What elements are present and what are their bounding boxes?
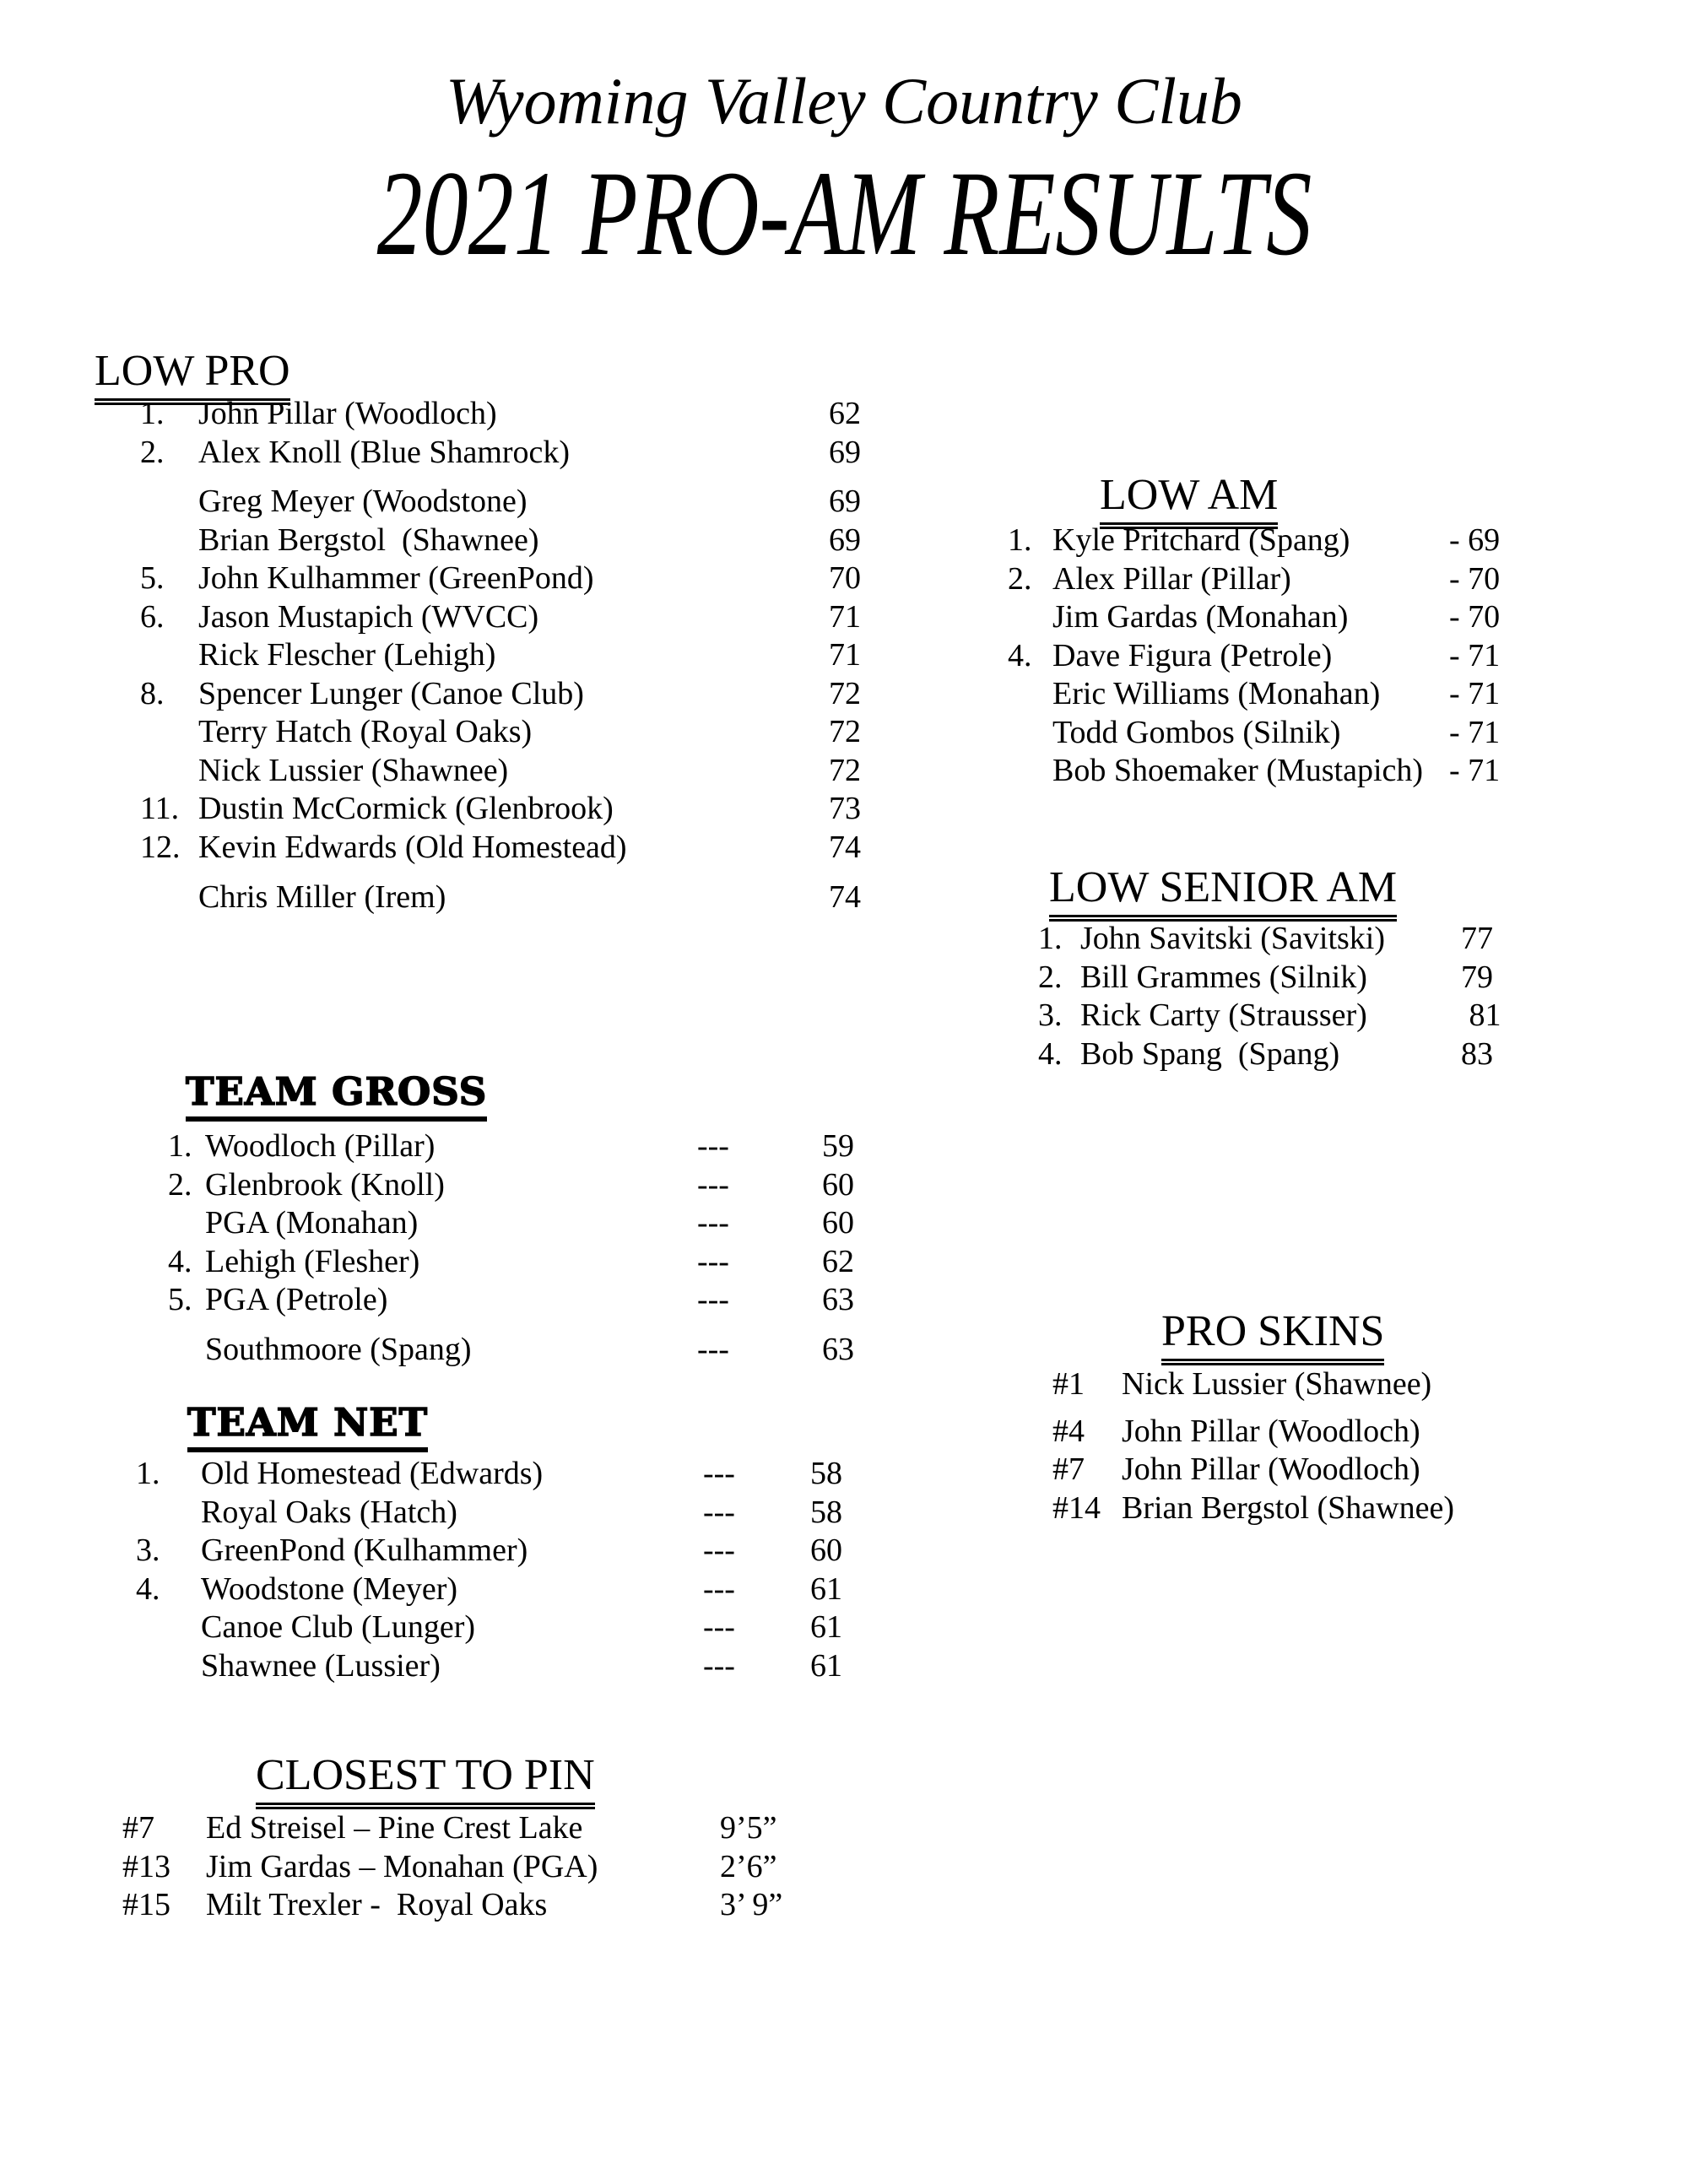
score-value: 69: [829, 522, 861, 558]
result-row: [1038, 997, 1511, 1035]
score-value: 73: [829, 791, 861, 826]
player-name: Chris Miller (Irem): [198, 879, 446, 915]
rank-number: 4.: [136, 1570, 160, 1607]
hole-number: #13: [122, 1848, 170, 1884]
score-value: 59: [822, 1128, 854, 1164]
score-value: 58: [810, 1456, 842, 1491]
hole-number: #1: [1052, 1366, 1085, 1402]
rank-number: [140, 636, 198, 675]
closest-to-pin-row: [122, 1809, 806, 1848]
rank-number: 2.: [1038, 959, 1063, 995]
team-result-row: [168, 1243, 854, 1282]
closest-to-pin-heading: CLOSEST TO PIN: [256, 1750, 595, 1809]
rank-number: 3.: [1038, 997, 1063, 1033]
rank-number: 2.: [140, 434, 165, 470]
player-name: Rick Carty (Strausser): [1080, 997, 1367, 1033]
separator-dashes: ---: [703, 1533, 735, 1568]
score-value: 63: [822, 1282, 854, 1317]
rank-number: [140, 483, 198, 522]
score-value: - 70: [1449, 560, 1501, 597]
event-title: 2021 PRO-AM RESULTS: [376, 147, 1312, 281]
score-value: 79: [1461, 959, 1493, 995]
team-gross-heading: TEAM GROSS: [186, 1068, 487, 1122]
team-name: Woodstone (Meyer): [201, 1570, 458, 1607]
player-name: Dustin McCormick (Glenbrook): [198, 791, 614, 826]
score-value: 71: [829, 637, 861, 673]
low-pro-heading: LOW PRO: [95, 346, 290, 405]
player-name: Bill Grammes (Silnik): [1080, 959, 1367, 995]
result-row: [1008, 598, 1514, 637]
team-result-row: [136, 1608, 842, 1647]
team-net-list: [136, 1455, 842, 1685]
result-row: [1008, 637, 1514, 676]
rank-number: 1.: [1038, 921, 1063, 956]
score-value: 72: [829, 714, 861, 749]
result-row: [140, 560, 861, 598]
rank-number: [136, 1647, 201, 1686]
player-name: John Pillar (Woodloch): [198, 396, 497, 431]
player-name: Eric Williams (Monahan): [1052, 676, 1381, 711]
score-value: 71: [829, 598, 861, 635]
score-value: - 71: [1449, 714, 1501, 750]
player-name: Alex Knoll (Blue Shamrock): [198, 434, 571, 470]
rank-number: [1008, 598, 1052, 637]
rank-number: 4.: [1038, 1035, 1063, 1072]
skin-row: [1052, 1365, 1576, 1404]
rank-number: [1008, 752, 1052, 791]
score-value: 62: [822, 1243, 854, 1279]
player-name: Bob Spang (Spang): [1080, 1035, 1340, 1072]
score-value: 60: [822, 1205, 854, 1241]
team-name: PGA (Monahan): [205, 1205, 419, 1241]
rank-number: 5.: [168, 1282, 192, 1317]
score-value: 69: [829, 484, 861, 519]
player-name: Bob Shoemaker (Mustapich): [1052, 753, 1424, 788]
result-row: [140, 636, 861, 675]
team-name: Old Homestead (Edwards): [201, 1456, 544, 1491]
rank-number: 6.: [140, 598, 165, 635]
team-result-row: [168, 1331, 854, 1370]
separator-dashes: ---: [697, 1128, 729, 1164]
separator-dashes: ---: [703, 1494, 735, 1530]
low-am-heading: LOW AM: [1100, 470, 1278, 529]
result-row: [140, 675, 861, 714]
team-name: Royal Oaks (Hatch): [201, 1494, 457, 1530]
rank-number: 12.: [140, 829, 181, 865]
closest-to-pin-row: [122, 1848, 806, 1887]
team-name: Shawnee (Lussier): [201, 1647, 441, 1684]
team-name: Lehigh (Flesher): [205, 1243, 420, 1279]
pro-skins-heading: PRO SKINS: [1161, 1306, 1384, 1365]
team-name: Woodloch (Pillar): [205, 1128, 436, 1164]
result-row: [1008, 675, 1514, 714]
team-gross-list: [168, 1127, 854, 1369]
player-name: John Pillar (Woodloch): [1122, 1451, 1420, 1487]
pro-skins-list: [1052, 1365, 1576, 1527]
player-name: Greg Meyer (Woodstone): [198, 484, 528, 519]
team-name: Southmoore (Spang): [205, 1331, 472, 1367]
separator-dashes: ---: [697, 1205, 729, 1241]
rank-number: 2.: [1008, 560, 1032, 597]
low-senior-am-heading: LOW SENIOR AM: [1049, 862, 1397, 922]
score-value: 61: [810, 1570, 842, 1607]
player-name: Nick Lussier (Shawnee): [198, 752, 509, 788]
rank-number: 4.: [1008, 637, 1032, 673]
separator-dashes: ---: [697, 1282, 729, 1317]
team-net-heading: TEAM NET: [187, 1399, 428, 1452]
team-result-row: [168, 1204, 854, 1243]
hole-number: #7: [1052, 1451, 1085, 1487]
hole-number: #4: [1052, 1413, 1085, 1449]
skin-row: [1052, 1451, 1576, 1489]
score-value: 70: [829, 560, 861, 596]
rank-number: [1008, 675, 1052, 714]
score-value: 69: [829, 434, 861, 470]
player-name: Jim Gardas – Monahan (PGA): [206, 1848, 598, 1884]
rank-number: 8.: [140, 675, 165, 711]
score-value: 61: [810, 1609, 842, 1645]
team-name: PGA (Petrole): [205, 1282, 388, 1317]
result-row: [1038, 1035, 1511, 1074]
separator-dashes: ---: [697, 1166, 729, 1203]
score-value: 77: [1461, 921, 1493, 956]
rank-number: [140, 522, 198, 560]
skin-row: [1052, 1489, 1576, 1528]
result-row: [140, 878, 861, 917]
low-pro-list: [140, 395, 861, 917]
score-value: 74: [829, 829, 861, 865]
hole-number: #14: [1052, 1489, 1101, 1526]
result-row: [140, 395, 861, 434]
player-name: John Pillar (Woodloch): [1122, 1413, 1420, 1449]
rank-number: 1.: [168, 1128, 192, 1164]
result-row: [140, 713, 861, 752]
player-name: Alex Pillar (Pillar): [1052, 560, 1291, 597]
team-result-row: [136, 1494, 842, 1533]
team-name: Canoe Club (Lunger): [201, 1609, 476, 1645]
rank-number: 3.: [136, 1533, 160, 1568]
rank-number: 11.: [140, 791, 180, 826]
distance-value: 9’5”: [720, 1810, 777, 1846]
result-row: [140, 752, 861, 791]
team-result-row: [136, 1647, 842, 1686]
team-name: GreenPond (Kulhammer): [201, 1533, 528, 1568]
rank-number: 5.: [140, 560, 165, 596]
player-name: John Savitski (Savitski): [1080, 921, 1386, 956]
distance-value: 2’6”: [720, 1848, 777, 1884]
player-name: Nick Lussier (Shawnee): [1122, 1366, 1432, 1402]
player-name: Dave Figura (Petrole): [1052, 637, 1333, 673]
player-name: Terry Hatch (Royal Oaks): [198, 714, 533, 749]
team-result-row: [136, 1455, 842, 1494]
player-name: Rick Flescher (Lehigh): [198, 637, 496, 673]
score-value: 74: [829, 879, 861, 915]
separator-dashes: ---: [703, 1570, 735, 1607]
result-row: [140, 598, 861, 637]
low-senior-am-list: [1038, 920, 1511, 1073]
result-row: [140, 790, 861, 829]
score-value: 83: [1461, 1035, 1493, 1072]
result-row: [1008, 522, 1514, 560]
team-result-row: [136, 1570, 842, 1609]
player-name: Milt Trexler - Royal Oaks: [206, 1887, 548, 1922]
skin-row: [1052, 1413, 1576, 1451]
low-am-list: [1008, 522, 1514, 791]
score-value: - 71: [1449, 753, 1501, 788]
result-row: [140, 483, 861, 522]
rank-number: [140, 878, 198, 917]
rank-number: 1.: [140, 396, 165, 431]
score-value: 72: [829, 752, 861, 788]
score-value: 81: [1461, 997, 1501, 1033]
separator-dashes: ---: [703, 1456, 735, 1491]
score-value: - 71: [1449, 676, 1501, 711]
rank-number: 1.: [136, 1456, 160, 1491]
team-result-row: [168, 1166, 854, 1205]
player-name: Ed Streisel – Pine Crest Lake: [206, 1810, 583, 1846]
player-name: Brian Bergstol (Shawnee): [1122, 1489, 1454, 1526]
rank-number: [168, 1331, 205, 1370]
result-row: [1038, 959, 1511, 997]
player-name: Spencer Lunger (Canoe Club): [198, 675, 584, 711]
rank-number: [140, 713, 198, 752]
result-row: [140, 434, 861, 473]
separator-dashes: ---: [697, 1331, 729, 1367]
rank-number: 1.: [1008, 522, 1032, 558]
team-result-row: [136, 1532, 842, 1570]
player-name: Todd Gombos (Silnik): [1052, 714, 1341, 750]
player-name: Jim Gardas (Monahan): [1052, 599, 1349, 635]
player-name: Kevin Edwards (Old Homestead): [198, 829, 627, 865]
separator-dashes: ---: [703, 1609, 735, 1645]
team-result-row: [168, 1127, 854, 1166]
document-title: [0, 61, 1688, 285]
player-name: Kyle Pritchard (Spang): [1052, 522, 1350, 558]
result-row: [140, 829, 861, 868]
score-value: 72: [829, 675, 861, 711]
rank-number: 2.: [168, 1166, 192, 1203]
score-value: - 70: [1449, 599, 1501, 635]
rank-number: [168, 1204, 205, 1243]
result-row: [1008, 752, 1514, 791]
score-value: 61: [810, 1647, 842, 1684]
result-row: [140, 522, 861, 560]
rank-number: [136, 1608, 201, 1647]
score-value: 63: [822, 1331, 854, 1367]
hole-number: #15: [122, 1887, 170, 1922]
score-value: 58: [810, 1494, 842, 1530]
team-name: Glenbrook (Knoll): [205, 1166, 445, 1203]
score-value: 62: [829, 396, 861, 431]
score-value: 60: [810, 1533, 842, 1568]
distance-value: 3’ 9”: [720, 1887, 783, 1922]
rank-number: [140, 752, 198, 791]
rank-number: [1008, 714, 1052, 753]
result-row: [1008, 714, 1514, 753]
score-value: 60: [822, 1166, 854, 1203]
hole-number: #7: [122, 1810, 154, 1846]
closest-to-pin-row: [122, 1886, 806, 1925]
separator-dashes: ---: [703, 1647, 735, 1684]
player-name: John Kulhammer (GreenPond): [198, 560, 594, 596]
separator-dashes: ---: [697, 1243, 729, 1279]
result-row: [1038, 920, 1511, 959]
score-value: - 69: [1449, 522, 1501, 558]
player-name: Jason Mustapich (WVCC): [198, 598, 539, 635]
closest-to-pin-list: [122, 1809, 806, 1925]
player-name: Brian Bergstol (Shawnee): [198, 522, 539, 558]
score-value: - 71: [1449, 637, 1501, 673]
rank-number: 4.: [168, 1243, 192, 1279]
rank-number: [136, 1494, 201, 1533]
club-name: Wyoming Valley Country Club: [446, 64, 1242, 138]
result-row: [1008, 560, 1514, 599]
team-result-row: [168, 1281, 854, 1320]
